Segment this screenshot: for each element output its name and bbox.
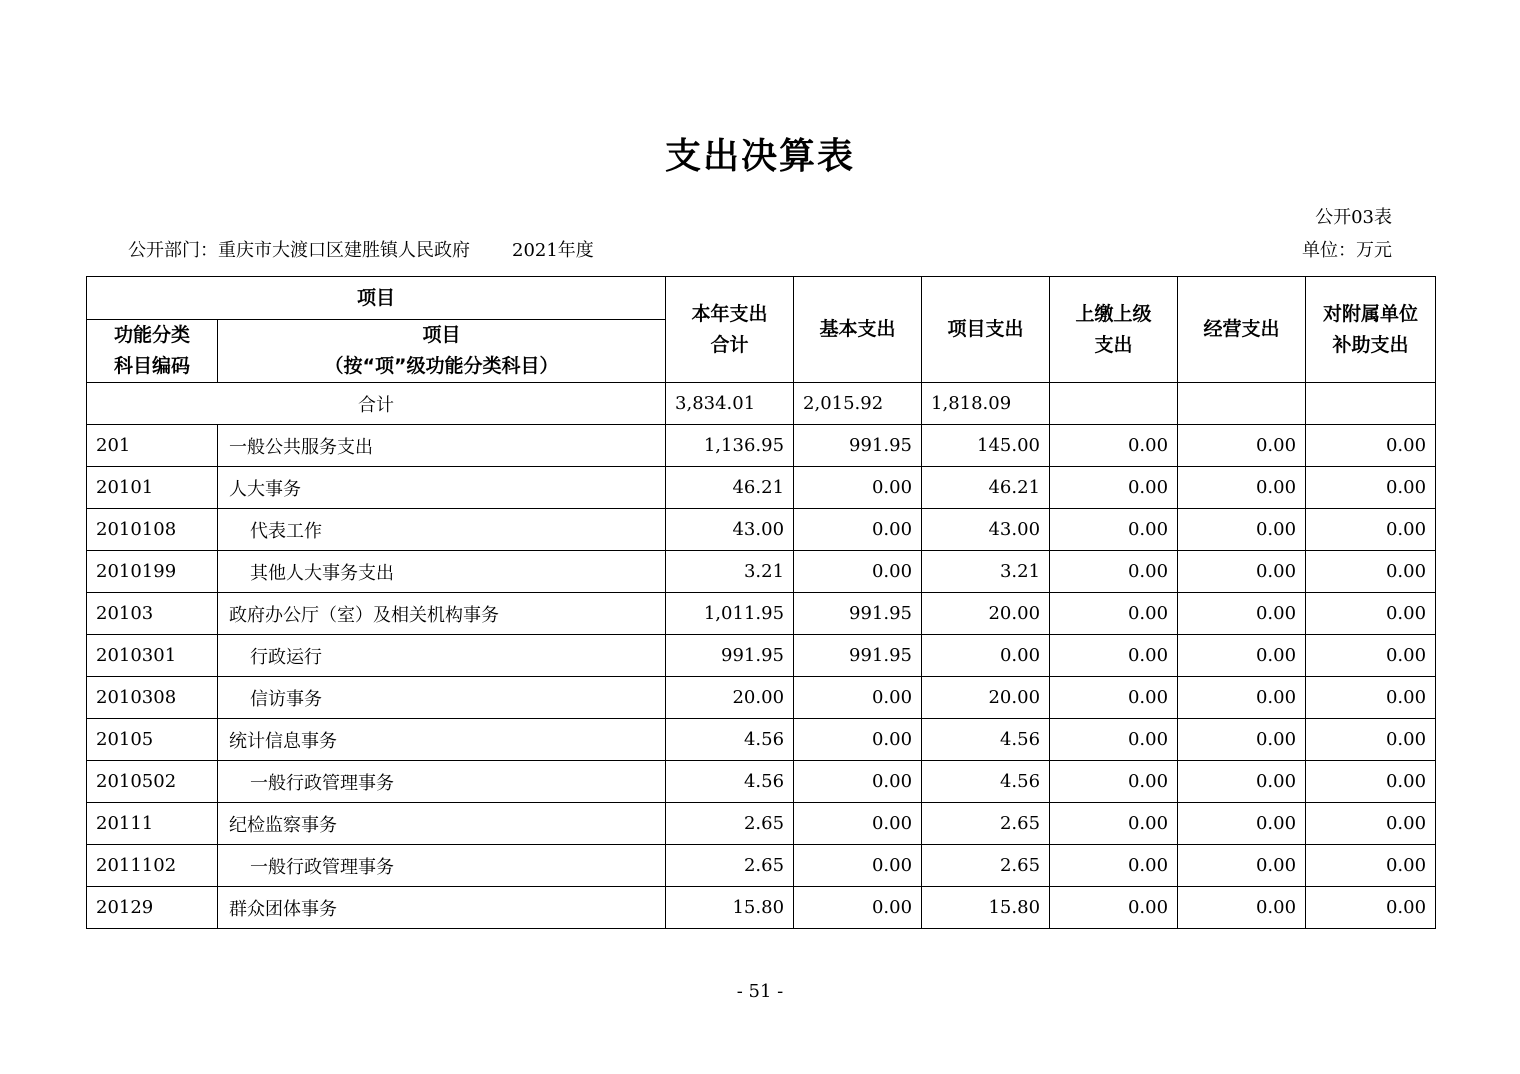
row-business: 0.00 xyxy=(1178,803,1306,845)
header-total xyxy=(666,277,794,383)
row-basic: 0.00 xyxy=(794,761,922,803)
row-upper: 0.00 xyxy=(1050,635,1178,677)
page-number: - 51 - xyxy=(736,981,784,1002)
total-label: 合计 xyxy=(87,383,666,425)
row-total: 1,011.95 xyxy=(666,593,794,635)
page-title: 支出决算表 xyxy=(664,136,855,177)
row-name: 人大事务 xyxy=(218,467,666,509)
row-total: 15.80 xyxy=(666,887,794,929)
row-name: 其他人大事务支出 xyxy=(218,551,666,593)
row-subsidy: 0.00 xyxy=(1306,467,1436,509)
row-upper: 0.00 xyxy=(1050,845,1178,887)
total-project: 1,818.09 xyxy=(922,383,1050,425)
table-row xyxy=(87,509,1436,551)
table-row xyxy=(87,803,1436,845)
row-project: 20.00 xyxy=(922,677,1050,719)
row-business: 0.00 xyxy=(1178,719,1306,761)
row-business: 0.00 xyxy=(1178,593,1306,635)
header-code-line1: 功能分类 xyxy=(113,324,190,346)
row-total: 2.65 xyxy=(666,803,794,845)
row-total: 991.95 xyxy=(666,635,794,677)
row-upper: 0.00 xyxy=(1050,803,1178,845)
row-project: 4.56 xyxy=(922,719,1050,761)
row-name: 代表工作 xyxy=(218,509,666,551)
table-row xyxy=(87,425,1436,467)
row-business: 0.00 xyxy=(1178,635,1306,677)
total-row xyxy=(87,383,1436,425)
row-name: 政府办公厅（室）及相关机构事务 xyxy=(218,593,666,635)
table-row xyxy=(87,635,1436,677)
header-subsidy-line2: 补助支出 xyxy=(1332,333,1409,356)
table-row xyxy=(87,467,1436,509)
row-code: 2010199 xyxy=(87,551,218,593)
fiscal-year: 2021年度 xyxy=(512,240,594,261)
row-subsidy: 0.00 xyxy=(1306,761,1436,803)
row-name: 群众团体事务 xyxy=(218,887,666,929)
header-name xyxy=(218,320,666,383)
row-code: 201 xyxy=(87,425,218,467)
row-business: 0.00 xyxy=(1178,677,1306,719)
header-name-line1: 项目 xyxy=(422,324,461,346)
row-basic: 991.95 xyxy=(794,425,922,467)
header-total-line1: 本年支出 xyxy=(691,302,768,325)
row-code: 20105 xyxy=(87,719,218,761)
form-number: 公开03表 xyxy=(1315,207,1392,228)
row-business: 0.00 xyxy=(1178,467,1306,509)
table-row xyxy=(87,551,1436,593)
expenditure-table xyxy=(86,276,1436,929)
row-business: 0.00 xyxy=(1178,887,1306,929)
header-upper-line1: 上缴上级 xyxy=(1075,302,1152,325)
header-business: 经营支出 xyxy=(1178,277,1306,383)
row-basic: 991.95 xyxy=(794,593,922,635)
table-row xyxy=(87,719,1436,761)
row-upper: 0.00 xyxy=(1050,593,1178,635)
row-basic: 991.95 xyxy=(794,635,922,677)
row-name: 一般公共服务支出 xyxy=(218,425,666,467)
row-subsidy: 0.00 xyxy=(1306,425,1436,467)
department-line xyxy=(128,236,594,262)
row-code: 2010308 xyxy=(87,677,218,719)
row-project: 43.00 xyxy=(922,509,1050,551)
total-sum: 3,834.01 xyxy=(666,383,794,425)
header-project: 项目支出 xyxy=(922,277,1050,383)
department-name: 公开部门：重庆市大渡口区建胜镇人民政府 xyxy=(128,240,470,261)
row-code: 2010108 xyxy=(87,509,218,551)
header-code xyxy=(87,320,218,383)
row-business: 0.00 xyxy=(1178,425,1306,467)
total-basic: 2,015.92 xyxy=(794,383,922,425)
row-code: 2010502 xyxy=(87,761,218,803)
row-name: 一般行政管理事务 xyxy=(218,761,666,803)
row-subsidy: 0.00 xyxy=(1306,677,1436,719)
row-subsidy: 0.00 xyxy=(1306,509,1436,551)
row-subsidy: 0.00 xyxy=(1306,887,1436,929)
row-business: 0.00 xyxy=(1178,551,1306,593)
row-name: 行政运行 xyxy=(218,635,666,677)
row-name: 信访事务 xyxy=(218,677,666,719)
table-row xyxy=(87,887,1436,929)
unit-label: 单位：万元 xyxy=(1302,240,1392,261)
row-basic: 0.00 xyxy=(794,467,922,509)
row-subsidy: 0.00 xyxy=(1306,593,1436,635)
row-name: 一般行政管理事务 xyxy=(218,845,666,887)
header-total-line2: 合计 xyxy=(710,333,749,356)
row-subsidy: 0.00 xyxy=(1306,635,1436,677)
row-upper: 0.00 xyxy=(1050,551,1178,593)
header-upper-line2: 支出 xyxy=(1094,333,1133,356)
row-project: 46.21 xyxy=(922,467,1050,509)
row-subsidy: 0.00 xyxy=(1306,803,1436,845)
row-upper: 0.00 xyxy=(1050,719,1178,761)
row-total: 4.56 xyxy=(666,719,794,761)
table-row xyxy=(87,761,1436,803)
row-basic: 0.00 xyxy=(794,719,922,761)
row-basic: 0.00 xyxy=(794,887,922,929)
table-row xyxy=(87,593,1436,635)
row-subsidy: 0.00 xyxy=(1306,551,1436,593)
row-code: 20103 xyxy=(87,593,218,635)
row-basic: 0.00 xyxy=(794,803,922,845)
header-subsidy-line1: 对附属单位 xyxy=(1323,302,1419,325)
header-name-line2: （按“项”级功能分类科目） xyxy=(324,355,559,377)
header-item-group: 项目 xyxy=(87,277,666,320)
row-project: 3.21 xyxy=(922,551,1050,593)
header-subsidy xyxy=(1306,277,1436,383)
row-project: 2.65 xyxy=(922,845,1050,887)
row-subsidy: 0.00 xyxy=(1306,719,1436,761)
table-row xyxy=(87,677,1436,719)
row-total: 1,136.95 xyxy=(666,425,794,467)
row-code: 20101 xyxy=(87,467,218,509)
row-basic: 0.00 xyxy=(794,509,922,551)
total-subsidy xyxy=(1306,383,1436,425)
row-project: 145.00 xyxy=(922,425,1050,467)
row-upper: 0.00 xyxy=(1050,677,1178,719)
row-total: 2.65 xyxy=(666,845,794,887)
row-total: 3.21 xyxy=(666,551,794,593)
row-code: 2011102 xyxy=(87,845,218,887)
row-upper: 0.00 xyxy=(1050,887,1178,929)
row-upper: 0.00 xyxy=(1050,467,1178,509)
row-project: 2.65 xyxy=(922,803,1050,845)
row-business: 0.00 xyxy=(1178,845,1306,887)
row-project: 20.00 xyxy=(922,593,1050,635)
row-total: 4.56 xyxy=(666,761,794,803)
total-upper xyxy=(1050,383,1178,425)
row-project: 15.80 xyxy=(922,887,1050,929)
header-basic: 基本支出 xyxy=(794,277,922,383)
row-upper: 0.00 xyxy=(1050,425,1178,467)
row-total: 43.00 xyxy=(666,509,794,551)
row-basic: 0.00 xyxy=(794,551,922,593)
row-total: 20.00 xyxy=(666,677,794,719)
row-project: 4.56 xyxy=(922,761,1050,803)
total-business xyxy=(1178,383,1306,425)
row-business: 0.00 xyxy=(1178,509,1306,551)
row-name: 纪检监察事务 xyxy=(218,803,666,845)
row-total: 46.21 xyxy=(666,467,794,509)
row-basic: 0.00 xyxy=(794,677,922,719)
row-subsidy: 0.00 xyxy=(1306,845,1436,887)
row-name: 统计信息事务 xyxy=(218,719,666,761)
header-upper xyxy=(1050,277,1178,383)
header-code-line2: 科目编码 xyxy=(113,355,190,377)
row-code: 20129 xyxy=(87,887,218,929)
table-row xyxy=(87,845,1436,887)
row-business: 0.00 xyxy=(1178,761,1306,803)
row-upper: 0.00 xyxy=(1050,761,1178,803)
row-upper: 0.00 xyxy=(1050,509,1178,551)
row-code: 2010301 xyxy=(87,635,218,677)
row-project: 0.00 xyxy=(922,635,1050,677)
row-code: 20111 xyxy=(87,803,218,845)
row-basic: 0.00 xyxy=(794,845,922,887)
